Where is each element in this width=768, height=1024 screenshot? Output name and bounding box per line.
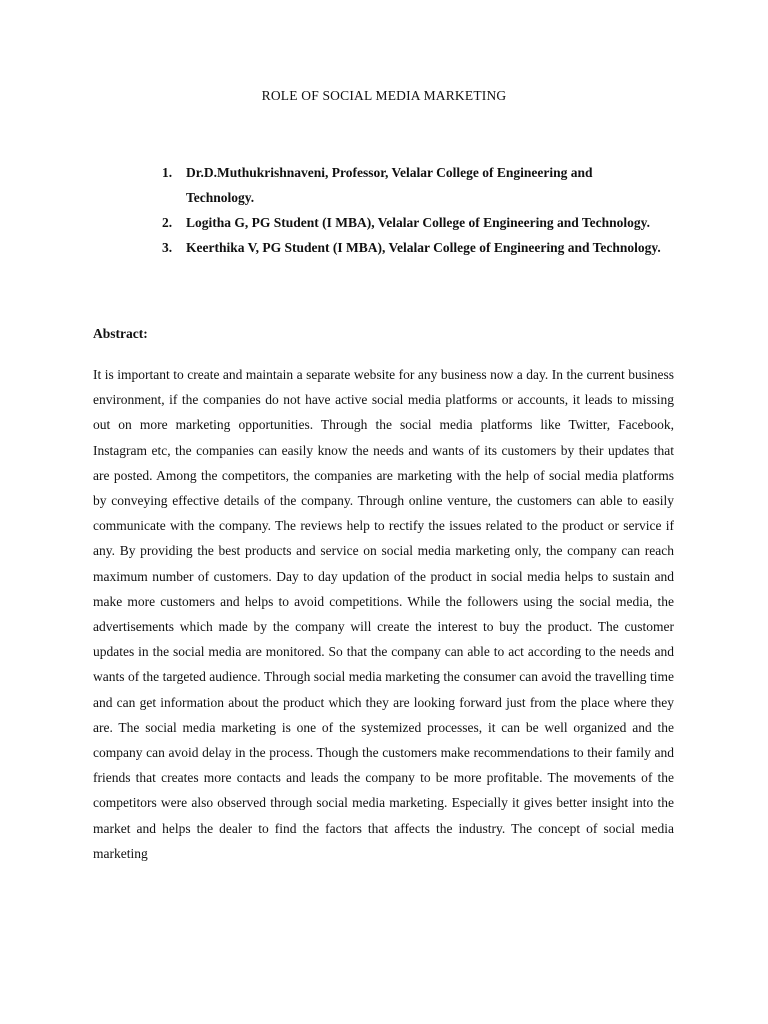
abstract-paragraph: It is important to create and maintain a separate website for any business now a day. In the current business environment, if the companies do not have active social media platforms or accounts, it leads to missing out on more marketing opportunities. Through the social media platforms like Twitter, Facebook, Instagram etc, the companies can easily know the needs and wants of its customers by their updates that are posted. Among the competitors, the companies are marketing with the help of social media platforms by conveying effective details of the company. Through online venture, the customers can able to easily communicate with the company. The reviews help to rectify the issues related to the product or service if any. By providing the best products and service on social media marketing only, the company can reach maximum number of customers. Day to day updation of the product in social media helps to sustain and make more customers and helps to avoid competitions. While the followers using the social media, the advertisements which made by the company will create the interest to buy the product. The customer updates in the social media are monitored. So that the company can able to act according to the needs and wants of the targeted audience. Through social media marketing the consumer can avoid the travelling time and can get information about the product which they are looking forward just from the place where they are. The social media marketing is one of the systemized processes, it can be well organized and the company can avoid delay in the process. Though the customers make recommendations to their family and friends that creates more contacts and leads the company to be more profitable. The movements of the competitors were also observed through social media marketing. Especially it gives better insight into the market and helps the dealer to find the factors that affects the industry. The concept of social media marketing xyxy=(93,367,674,861)
page-title: ROLE OF SOCIAL MEDIA MARKETING xyxy=(261,88,507,103)
author-text: Keerthika V, PG Student (I MBA), Velalar College of Engineering and Technology. xyxy=(186,240,661,255)
author-text: Dr.D.Muthukrishnaveni, Professor, Velalar College of Engineering and Technology. xyxy=(186,165,593,205)
author-number: 2. xyxy=(162,215,173,230)
author-list xyxy=(162,160,662,257)
author-item xyxy=(162,238,662,257)
author-item xyxy=(162,160,662,210)
author-number: 1. xyxy=(162,165,173,180)
abstract-heading: Abstract: xyxy=(93,326,148,341)
author-item xyxy=(162,210,662,235)
author-text: Logitha G, PG Student (I MBA), Velalar College of Engineering and Technology. xyxy=(186,215,651,230)
author-number: 3. xyxy=(162,240,173,255)
